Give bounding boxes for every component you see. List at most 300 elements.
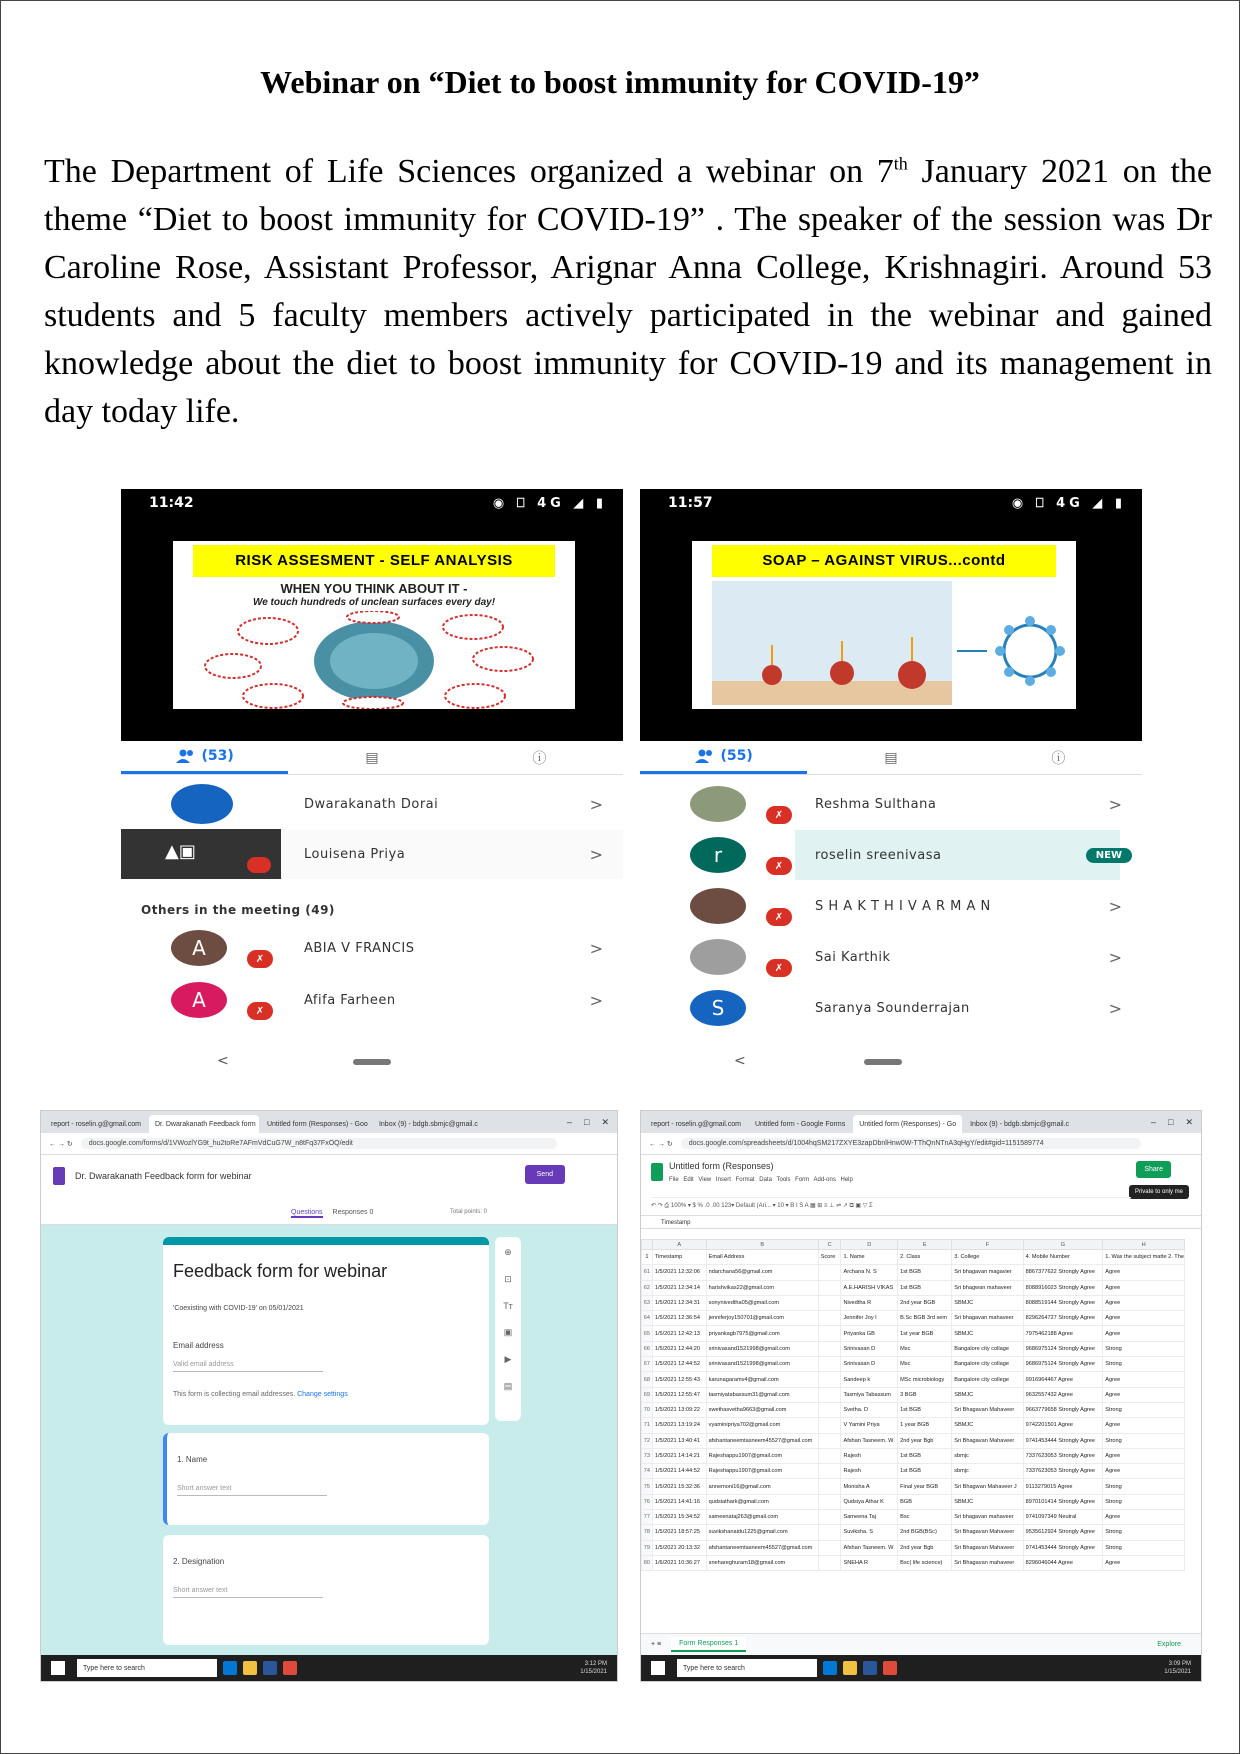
row-number[interactable]: 78 — [642, 1525, 653, 1540]
row-number[interactable]: 73 — [642, 1448, 653, 1463]
table-cell[interactable]: afshantaneemtasneem45527@gmail.com — [706, 1433, 818, 1448]
row-number[interactable]: 70 — [642, 1402, 653, 1417]
table-cell[interactable] — [818, 1295, 841, 1310]
minimize-icon[interactable]: – — [1151, 1117, 1157, 1127]
tab-info[interactable] — [975, 741, 1142, 774]
column-header[interactable]: H — [1103, 1240, 1185, 1250]
tab-responses[interactable] — [333, 1209, 374, 1218]
table-cell[interactable]: Afshan Tasneem. W — [841, 1433, 898, 1448]
table-cell[interactable]: Bangalore city collage — [952, 1357, 1023, 1372]
add-sheet-icon[interactable]: + ≡ — [651, 1641, 662, 1648]
table-cell[interactable]: 3. College — [952, 1250, 1023, 1265]
table-cell[interactable]: snehareghuram18@gmail.com — [706, 1555, 818, 1570]
row-number[interactable]: 68 — [642, 1372, 653, 1387]
table-cell[interactable] — [818, 1510, 841, 1525]
android-nav-bar — [121, 1053, 623, 1075]
sheet-tab[interactable]: Form Responses 1 — [671, 1637, 746, 1652]
browser-tab[interactable]: Untitled form (Responses) - Goo — [266, 1120, 368, 1128]
table-cell[interactable]: Agree — [1103, 1311, 1185, 1326]
table-cell[interactable]: 7975462188 Agree — [1023, 1326, 1103, 1341]
table-cell[interactable]: 1/5/2021 18:57:25 — [652, 1525, 706, 1540]
table-cell[interactable]: Tasmiya Tabassum — [841, 1387, 898, 1402]
column-header[interactable]: D — [841, 1240, 898, 1250]
table-cell[interactable]: SBMJC — [952, 1494, 1023, 1509]
table-cell[interactable]: 8088519144 Strongly Agree — [1023, 1295, 1103, 1310]
table-cell[interactable]: Sri Bhagavan Mahaveer — [952, 1540, 1023, 1555]
table-cell[interactable]: 8970101414 Strongly Agree — [1023, 1494, 1103, 1509]
browser-tab[interactable]: Untitled form (Responses) - Go — [853, 1115, 962, 1133]
table-cell[interactable]: Agree — [1103, 1372, 1185, 1387]
mic-off-icon: ✗ — [766, 806, 792, 824]
table-cell[interactable]: Sameena Taj — [841, 1510, 898, 1525]
table-cell[interactable]: tasmiyatabassum31@gmail.com — [706, 1387, 818, 1402]
table-cell[interactable]: Agree — [1103, 1555, 1185, 1570]
row-number[interactable]: 64 — [642, 1311, 653, 1326]
row-number[interactable]: 71 — [642, 1418, 653, 1433]
table-cell[interactable] — [818, 1341, 841, 1356]
table-cell[interactable]: Msc — [898, 1357, 952, 1372]
new-badge: NEW — [1086, 848, 1132, 863]
status-time: 11:42 — [149, 495, 194, 511]
table-cell[interactable]: Rajesh — [841, 1448, 898, 1463]
table-cell[interactable]: harishvikas22@gmail.com — [706, 1280, 818, 1295]
table-cell[interactable]: Strong — [1103, 1494, 1185, 1509]
tab-info[interactable] — [456, 741, 623, 774]
table-cell[interactable]: 1. Name — [841, 1250, 898, 1265]
participant-row[interactable] — [640, 932, 1142, 982]
info-icon: ⓘ — [1051, 750, 1066, 767]
table-cell[interactable]: qudsiathark@gmail.com — [706, 1494, 818, 1509]
row-number[interactable]: 62 — [642, 1280, 653, 1295]
table-cell[interactable]: 1. Was the subject matte 2. The — [1103, 1250, 1185, 1265]
edge-icon[interactable] — [823, 1661, 837, 1675]
explorer-icon[interactable] — [243, 1661, 257, 1675]
slide-banner: RISK ASSESMENT - SELF ANALYSIS — [193, 545, 555, 577]
table-cell[interactable]: sbmjc — [952, 1448, 1023, 1463]
column-header[interactable]: G — [1023, 1240, 1103, 1250]
table-cell[interactable] — [818, 1448, 841, 1463]
table-cell[interactable]: Msc — [898, 1341, 952, 1356]
table-cell[interactable]: 1/5/2021 12:55:47 — [652, 1387, 706, 1402]
row-number[interactable]: 75 — [642, 1479, 653, 1494]
table-cell[interactable] — [818, 1540, 841, 1555]
browser-tab[interactable]: Inbox (9) - bdgb.sbmjc@gmail.c — [970, 1120, 1070, 1128]
table-cell[interactable]: Bangalore city college — [952, 1372, 1023, 1387]
browser-tab[interactable]: report - roselin.g@gmail.com — [51, 1120, 141, 1128]
participant-row[interactable] — [640, 830, 1142, 880]
table-cell[interactable]: Sri bhagavan magavier — [952, 1265, 1023, 1280]
status-icons: ◉ ⎕ 4G ◢ ▮ — [492, 495, 607, 511]
present-screen-icon: ▲▣ — [165, 841, 196, 862]
table-cell[interactable] — [818, 1479, 841, 1494]
table-cell[interactable]: Sri bhagavan mahaveer — [952, 1510, 1023, 1525]
column-header[interactable]: A — [652, 1240, 706, 1250]
row-number[interactable]: 79 — [642, 1540, 653, 1555]
tab-people[interactable] — [121, 741, 288, 774]
table-cell[interactable]: 1/5/2021 13:09:22 — [652, 1402, 706, 1417]
table-cell[interactable]: Strong — [1103, 1540, 1185, 1555]
table-cell[interactable] — [818, 1464, 841, 1479]
row-number[interactable]: 61 — [642, 1265, 653, 1280]
maximize-icon[interactable]: □ — [1168, 1117, 1174, 1127]
word-icon[interactable] — [863, 1661, 877, 1675]
table-cell[interactable]: SBMJC — [952, 1295, 1023, 1310]
table-cell[interactable]: Rajesh — [841, 1464, 898, 1479]
row-number[interactable]: 1 — [642, 1250, 653, 1265]
table-row — [642, 1295, 1185, 1310]
add-question-icon[interactable]: ⊕ — [504, 1247, 512, 1257]
table-cell[interactable]: 1/5/2021 20:13:32 — [652, 1540, 706, 1555]
table-cell[interactable]: 1/5/2021 12:55:43 — [652, 1372, 706, 1387]
table-cell[interactable]: Svetha. D — [841, 1402, 898, 1417]
table-cell[interactable]: 1/5/2021 14:44:52 — [652, 1464, 706, 1479]
table-cell[interactable]: 1/5/2021 12:44:52 — [652, 1357, 706, 1372]
table-cell[interactable]: Nivedtha R — [841, 1295, 898, 1310]
question-hint: Short answer text — [173, 1587, 228, 1594]
table-cell[interactable]: sameenataj263@gmail.com — [706, 1510, 818, 1525]
table-cell[interactable]: 3 BGB — [898, 1387, 952, 1402]
table-cell[interactable]: Sri Bhagavan mahaveer — [952, 1555, 1023, 1570]
people-icon — [695, 749, 715, 763]
table-cell[interactable]: Monisha A — [841, 1479, 898, 1494]
table-cell[interactable] — [818, 1357, 841, 1372]
table-cell[interactable]: 9741453444 Strongly Agree — [1023, 1540, 1103, 1555]
table-cell[interactable]: Bsc( life science) — [898, 1555, 952, 1570]
table-cell[interactable]: Srinivasan D — [841, 1341, 898, 1356]
participant-row[interactable] — [121, 923, 623, 973]
table-cell[interactable]: Agree — [1103, 1448, 1185, 1463]
maximize-icon[interactable]: □ — [584, 1117, 590, 1127]
table-cell[interactable]: 1 year BGB — [898, 1418, 952, 1433]
table-cell[interactable]: 1st BGB — [898, 1402, 952, 1417]
participant-row[interactable] — [640, 779, 1142, 829]
table-cell[interactable]: 1/5/2021 12:34:14 — [652, 1280, 706, 1295]
column-header[interactable]: E — [898, 1240, 952, 1250]
table-cell[interactable]: Sri bhagavan mahaveer — [952, 1311, 1023, 1326]
column-header[interactable] — [642, 1240, 653, 1250]
table-cell[interactable]: Sri Bhagavan Mahaveer — [952, 1402, 1023, 1417]
table-cell[interactable]: 2nd year BGB — [898, 1295, 952, 1310]
table-cell[interactable]: Suviksha. S — [841, 1525, 898, 1540]
row-number[interactable]: 72 — [642, 1433, 653, 1448]
table-cell[interactable]: 7337623053 Strongly Agree — [1023, 1464, 1103, 1479]
table-cell[interactable]: 9741453444 Strongly Agree — [1023, 1433, 1103, 1448]
table-cell[interactable]: 9113279015 Agree — [1023, 1479, 1103, 1494]
table-cell[interactable]: SBMJC — [952, 1387, 1023, 1402]
table-cell[interactable]: 9632557432 Agree — [1023, 1387, 1103, 1402]
table-cell[interactable]: 1/5/2021 12:42:13 — [652, 1326, 706, 1341]
table-cell[interactable] — [818, 1265, 841, 1280]
tab-chat[interactable] — [288, 741, 455, 774]
form-header — [41, 1155, 617, 1225]
sheet-grid[interactable] — [641, 1239, 1185, 1571]
table-cell[interactable]: SNEHA R — [841, 1555, 898, 1570]
table-cell[interactable]: Final year BGB — [898, 1479, 952, 1494]
table-cell[interactable]: 2. Class — [898, 1250, 952, 1265]
table-cell[interactable]: 2nd BGB(BSc) — [898, 1525, 952, 1540]
people-count: (53) — [201, 748, 234, 764]
table-cell[interactable]: 1/5/2021 12:32:06 — [652, 1265, 706, 1280]
sheets-screenshot — [640, 1110, 1202, 1682]
table-cell[interactable]: Sri Bhagwan Mahaveer J — [952, 1479, 1023, 1494]
table-cell[interactable]: 1/6/2021 10:36:27 — [652, 1555, 706, 1570]
table-cell[interactable]: Bsc — [898, 1510, 952, 1525]
table-cell[interactable]: 2nd year Bgb — [898, 1433, 952, 1448]
chat-icon: ▤ — [884, 749, 898, 766]
table-cell[interactable] — [818, 1326, 841, 1341]
send-button[interactable]: Send — [525, 1165, 565, 1184]
table-cell[interactable]: Timestamp — [652, 1250, 706, 1265]
column-header[interactable]: B — [706, 1240, 818, 1250]
table-cell[interactable]: 8088916023 Strongly Agree — [1023, 1280, 1103, 1295]
table-cell[interactable]: Strong — [1103, 1341, 1185, 1356]
table-cell[interactable]: 1/5/2021 12:34:31 — [652, 1295, 706, 1310]
card-description[interactable]: 'Coexisting with COVID-19' on 05/01/2021 — [173, 1305, 304, 1312]
back-icon[interactable]: < — [734, 1053, 746, 1069]
chevron-right-icon: > — [589, 990, 603, 1010]
table-cell[interactable]: Agree — [1103, 1265, 1185, 1280]
table-cell[interactable] — [818, 1418, 841, 1433]
table-row — [642, 1387, 1185, 1402]
table-cell[interactable] — [818, 1311, 841, 1326]
table-cell[interactable]: 4. Mobile Number — [1023, 1250, 1103, 1265]
slide-banner: SOAP – AGAINST VIRUS...contd — [712, 545, 1056, 577]
address-bar — [41, 1133, 617, 1155]
taskbar-clock — [1164, 1660, 1201, 1676]
browser-tab[interactable]: report - roselin.g@gmail.com — [651, 1120, 741, 1128]
slide-caption: We touch hundreds of unclean surfaces every day! — [252, 597, 496, 608]
table-cell[interactable]: 1st BGB — [898, 1280, 952, 1295]
row-number[interactable]: 65 — [642, 1326, 653, 1341]
table-cell[interactable]: Agree — [1103, 1464, 1185, 1479]
change-settings-link[interactable]: Change settings — [297, 1391, 348, 1398]
section-icon[interactable]: ▤ — [503, 1381, 513, 1391]
table-cell[interactable]: Agree — [1103, 1295, 1185, 1310]
sheet-menu[interactable]: File Edit View Insert Format Data Tools Form Add-ons Help — [669, 1177, 853, 1183]
table-cell[interactable]: vyaminipriya702@gmail.com — [706, 1418, 818, 1433]
url-field[interactable]: docs.google.com/forms/d/1VWozlYG9t_hu2toRe7AFmVdCuG7W_n8tFq37FxOQ/edit — [81, 1138, 557, 1149]
row-number[interactable]: 66 — [642, 1341, 653, 1356]
home-pill[interactable] — [864, 1059, 902, 1065]
table-cell[interactable]: Jennifer Joy I — [841, 1311, 898, 1326]
tab-chat[interactable] — [807, 741, 974, 774]
table-cell[interactable] — [818, 1387, 841, 1402]
table-row — [642, 1311, 1185, 1326]
table-cell[interactable]: karunagaramv4@gmail.com — [706, 1372, 818, 1387]
table-cell[interactable]: 7337623053 Strongly Agree — [1023, 1448, 1103, 1463]
table-cell[interactable]: B.Sc BGB 3rd sem — [898, 1311, 952, 1326]
table-cell[interactable]: Strong — [1103, 1402, 1185, 1417]
question-card[interactable] — [163, 1535, 489, 1645]
table-cell[interactable]: 1st BGB — [898, 1464, 952, 1479]
info-icon: ⓘ — [532, 750, 547, 767]
table-cell[interactable]: 2nd year Bgb — [898, 1540, 952, 1555]
table-cell[interactable]: 9663779658 Strongly Agree — [1023, 1402, 1103, 1417]
table-cell[interactable]: Archana N. S — [841, 1265, 898, 1280]
browser-tab[interactable]: Untitled form - Google Forms — [754, 1120, 846, 1128]
participant-row[interactable] — [640, 881, 1142, 931]
table-cell[interactable] — [818, 1402, 841, 1417]
table-cell[interactable]: jenniferjoy150701@gmail.com — [706, 1311, 818, 1326]
table-cell[interactable]: 1/5/2021 15:32:36 — [652, 1479, 706, 1494]
table-cell[interactable]: priyankagb7975@gmail.com — [706, 1326, 818, 1341]
table-cell[interactable]: srinivasand1521998@gmail.com — [706, 1341, 818, 1356]
table-cell[interactable]: 1/5/2021 13:19:24 — [652, 1418, 706, 1433]
table-cell[interactable]: 9741097349 Neutral — [1023, 1510, 1103, 1525]
participant-row[interactable] — [640, 983, 1142, 1033]
close-icon[interactable]: ✕ — [601, 1116, 609, 1127]
row-number[interactable]: 69 — [642, 1387, 653, 1402]
question-card[interactable] — [163, 1433, 489, 1525]
table-cell[interactable]: 9535612924 Strongly Agree — [1023, 1525, 1103, 1540]
table-cell[interactable]: Agree — [1103, 1280, 1185, 1295]
table-cell[interactable]: Email Address — [706, 1250, 818, 1265]
table-cell[interactable]: afshantaneemtasneem45527@gmail.com — [706, 1540, 818, 1555]
table-cell[interactable]: A.E.HARISH VIKAS — [841, 1280, 898, 1295]
table-cell[interactable]: 9686975124 Strongly Agree — [1023, 1341, 1103, 1356]
row-number[interactable]: 76 — [642, 1494, 653, 1509]
chevron-right-icon: > — [589, 938, 603, 958]
table-cell[interactable]: 1/5/2021 14:41:16 — [652, 1494, 706, 1509]
word-icon[interactable] — [263, 1661, 277, 1675]
table-cell[interactable]: 1/5/2021 14:14:21 — [652, 1448, 706, 1463]
table-cell[interactable]: Rajeshappu1907@gmail.com — [706, 1448, 818, 1463]
table-row — [642, 1510, 1185, 1525]
form-title[interactable]: Dr. Dwarakanath Feedback form for webinar — [75, 1171, 252, 1181]
table-cell[interactable]: Agree — [1103, 1510, 1185, 1525]
table-cell[interactable]: 9742201501 Agree — [1023, 1418, 1103, 1433]
chrome-icon[interactable] — [283, 1661, 297, 1675]
participant-row[interactable] — [121, 829, 623, 879]
title-icon[interactable]: Tт — [503, 1301, 513, 1311]
table-cell[interactable] — [818, 1525, 841, 1540]
table-cell[interactable]: 8296046044 Agree — [1023, 1555, 1103, 1570]
android-nav-bar — [640, 1053, 1142, 1075]
table-cell[interactable]: Score — [818, 1250, 841, 1265]
table-cell[interactable]: sonynivedtha05@gmail.com — [706, 1295, 818, 1310]
explorer-icon[interactable] — [843, 1661, 857, 1675]
back-icon[interactable]: < — [217, 1053, 229, 1069]
table-cell[interactable]: SBMJC — [952, 1418, 1023, 1433]
sheet-title[interactable]: Untitled form (Responses) — [669, 1161, 774, 1171]
video-icon[interactable]: ▶ — [504, 1354, 512, 1364]
windows-start-icon[interactable] — [651, 1661, 665, 1675]
table-cell[interactable]: Agree — [1103, 1418, 1185, 1433]
card-title[interactable]: Feedback form for webinar — [173, 1261, 388, 1281]
table-cell[interactable]: 1st BGB — [898, 1265, 952, 1280]
url-field[interactable]: docs.google.com/spreadsheets/d/1004hqSM217ZXYE3zapDbnlHnw0W-TThQnNTnA3qHgY/edit#gid=1151589774 — [681, 1138, 1141, 1149]
home-pill[interactable] — [353, 1059, 391, 1065]
table-row — [642, 1494, 1185, 1509]
table-cell[interactable]: Sri Bhagavan Mahaveer — [952, 1525, 1023, 1540]
table-cell[interactable] — [818, 1494, 841, 1509]
column-header[interactable]: C — [818, 1240, 841, 1250]
nav-arrows-icon[interactable]: ← → ↻ — [49, 1140, 73, 1148]
table-cell[interactable]: SBMJC — [952, 1326, 1023, 1341]
table-cell[interactable]: Qudsiya Athar K — [841, 1494, 898, 1509]
table-cell[interactable]: 1st year BGB — [898, 1326, 952, 1341]
table-cell[interactable]: Sri bhagwan mahaveer — [952, 1280, 1023, 1295]
nav-arrows-icon[interactable]: ← → ↻ — [649, 1140, 673, 1148]
table-cell[interactable]: swethasvetha9663@gmail.com — [706, 1402, 818, 1417]
table-cell[interactable] — [818, 1280, 841, 1295]
table-cell[interactable]: srinivasand1521998@gmail.com — [706, 1357, 818, 1372]
row-number[interactable]: 80 — [642, 1555, 653, 1570]
table-cell[interactable]: Strong — [1103, 1433, 1185, 1448]
table-cell[interactable]: Strong — [1103, 1525, 1185, 1540]
chrome-icon[interactable] — [883, 1661, 897, 1675]
tab-people[interactable] — [640, 741, 807, 774]
table-cell[interactable]: ndarchana56@gmail.com — [706, 1265, 818, 1280]
table-cell[interactable]: Agree — [1103, 1387, 1185, 1402]
table-cell[interactable]: Priyanka GB — [841, 1326, 898, 1341]
table-cell[interactable]: 1/5/2021 12:36:54 — [652, 1311, 706, 1326]
participant-row[interactable] — [121, 975, 623, 1025]
column-header[interactable]: F — [952, 1240, 1023, 1250]
table-cell[interactable]: Sandeep k — [841, 1372, 898, 1387]
table-cell[interactable]: 1st BGB — [898, 1448, 952, 1463]
table-cell[interactable]: annemoni16@gmail.com — [706, 1479, 818, 1494]
table-cell[interactable] — [818, 1433, 841, 1448]
table-cell[interactable]: Strong — [1103, 1357, 1185, 1372]
browser-tab[interactable]: Dr. Dwarakanath Feedback form — [149, 1115, 259, 1133]
edge-icon[interactable] — [223, 1661, 237, 1675]
table-cell[interactable]: Sri Bhagavan Mahaveer — [952, 1433, 1023, 1448]
mic-off-icon — [247, 857, 271, 873]
windows-start-icon[interactable] — [51, 1661, 65, 1675]
table-cell[interactable]: suvikshanaidu1225@gmail.com — [706, 1525, 818, 1540]
tab-questions[interactable]: Questions — [291, 1209, 323, 1216]
table-cell[interactable]: V Yamini Priya — [841, 1418, 898, 1433]
participant-row[interactable] — [121, 779, 623, 829]
table-cell[interactable]: 9686975124 Strongly Agree — [1023, 1357, 1103, 1372]
table-cell[interactable]: 8296264727 Strongly Agree — [1023, 1311, 1103, 1326]
row-number[interactable]: 77 — [642, 1510, 653, 1525]
paragraph-text-2: January 2021 on the theme “Diet to boost immunity for COVID-19” . The speaker of the session was Dr Caroline Rose, Assistant Professor, Arignar Anna College, Krishnagiri. Around 53 students and 5 faculty members actively participated in the webinar and gained knowledge about the diet to boost immunity for COVID-19 and its management in day today life. — [44, 153, 1212, 430]
table-cell[interactable]: Afshan Tasneem. W — [841, 1540, 898, 1555]
table-cell[interactable]: BGB — [898, 1494, 952, 1509]
close-icon[interactable]: ✕ — [1185, 1116, 1193, 1127]
table-cell[interactable] — [818, 1372, 841, 1387]
explore-button[interactable]: Explore — [1157, 1641, 1181, 1648]
table-cell[interactable]: Bangalore city collage — [952, 1341, 1023, 1356]
table-cell[interactable]: sbmjc — [952, 1464, 1023, 1479]
formula-bar[interactable]: Timestamp — [641, 1215, 1201, 1229]
table-cell[interactable]: MSc microbiology — [898, 1372, 952, 1387]
table-cell[interactable]: 1/5/2021 15:34:52 — [652, 1510, 706, 1525]
browser-tab[interactable]: Inbox (9) - bdgb.sbmjc@gmail.c — [378, 1120, 478, 1128]
row-number[interactable]: 63 — [642, 1295, 653, 1310]
table-cell[interactable]: Srinivasan D — [841, 1357, 898, 1372]
minimize-icon[interactable]: – — [567, 1117, 573, 1127]
table-cell[interactable]: Agree — [1103, 1326, 1185, 1341]
table-cell[interactable]: 9916964467 Agree — [1023, 1372, 1103, 1387]
table-cell[interactable]: Strong — [1103, 1479, 1185, 1494]
row-number[interactable]: 67 — [642, 1357, 653, 1372]
table-cell[interactable]: Rajeshappu1907@gmail.com — [706, 1464, 818, 1479]
table-cell[interactable]: 8867377622 Strongly Agree — [1023, 1265, 1103, 1280]
import-icon[interactable]: ⊡ — [504, 1274, 512, 1284]
taskbar-search[interactable]: Type here to search — [77, 1659, 217, 1677]
row-number[interactable]: 74 — [642, 1464, 653, 1479]
image-icon[interactable]: ▣ — [503, 1327, 513, 1337]
sheet-toolbar[interactable]: ↶ ↷ ⎙ 100% ▾ $ % .0 .00 123▾ Default (Ari... ▾ 10 ▾ B I S A ▦ ⊞ ≡ ⊥ ⇌ ↗ ⧉ ▣ ▽ Σ — [651, 1197, 1131, 1210]
table-cell[interactable] — [818, 1555, 841, 1570]
share-button[interactable]: Share — [1136, 1161, 1171, 1178]
table-cell[interactable]: 1/5/2021 13:40:41 — [652, 1433, 706, 1448]
taskbar-search[interactable]: Type here to search — [677, 1659, 817, 1677]
table-cell[interactable]: 1/5/2021 12:44:20 — [652, 1341, 706, 1356]
